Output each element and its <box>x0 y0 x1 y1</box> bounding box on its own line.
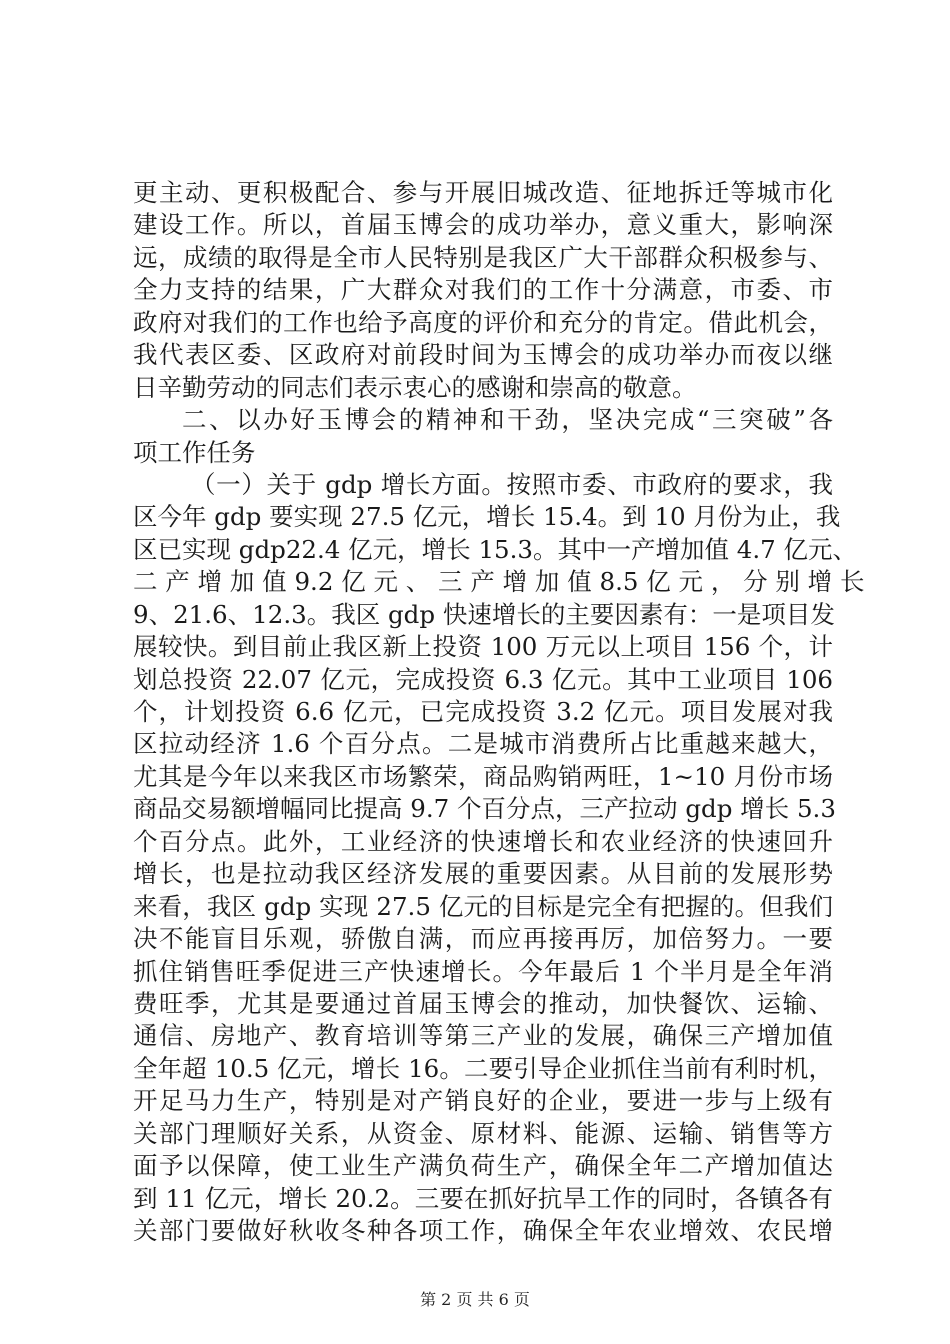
body-text <box>133 177 865 1247</box>
text-line: 9、21.6、12.3。我区 gdp 快速增长的主要因素有：一是项目发 <box>133 599 835 629</box>
text-line: 通信、房地产、教育培训等第三产业的发展，确保三产增加值 <box>133 1021 833 1051</box>
text-line: 全力支持的结果，广大群众对我们的工作十分满意，市委、市 <box>133 275 833 305</box>
section-heading-line: 项工作任务 <box>133 437 256 467</box>
section-heading-line: 二、以办好玉博会的精神和干劲，坚决完成“三突破”各 <box>182 405 833 435</box>
text-line: 费旺季，尤其是要通过首届玉博会的推动，加快餐饮、运输、 <box>133 988 833 1018</box>
text-line: 增长，也是拉动我区经济发展的重要因素。从目前的发展形势 <box>133 859 833 889</box>
text-line: 商品交易额增幅同比提高 9.7 个百分点，三产拉动 gdp 增长 5.3 <box>133 794 836 824</box>
text-line: 日辛勤劳动的同志们表示衷心的感谢和崇高的敬意。 <box>133 372 697 402</box>
text-line: 个百分点。此外，工业经济的快速增长和农业经济的快速回升 <box>133 826 833 856</box>
text-line: 决不能盲目乐观，骄傲自满，而应再接再厉，加倍努力。一要 <box>133 924 833 954</box>
text-line: 区已实现 gdp22.4 亿元，增长 15.3。其中一产增加值 4.7 亿元、 <box>133 534 858 564</box>
text-line: 来看，我区 gdp 实现 27.5 亿元的目标是完全有把握的。但我们 <box>133 891 833 921</box>
text-line: （一）关于 gdp 增长方面。按照市委、市政府的要求，我 <box>191 469 833 499</box>
text-line: 我代表区委、区政府对前段时间为玉博会的成功举办而夜以继 <box>133 340 833 370</box>
text-line: 二 产 增 加 值 9.2 亿 元 、 三 产 增 加 值 8.5 亿 元 ， 分 别 增 长 <box>133 567 865 597</box>
text-line: 个，计划投资 6.6 亿元，已完成投资 3.2 亿元。项目发展对我 <box>133 697 833 726</box>
text-line: 尤其是今年以来我区市场繁荣，商品购销两旺，1~10 月份市场 <box>133 761 833 791</box>
text-line: 到 11 亿元，增长 20.2。三要在抓好抗旱工作的同时，各镇各有 <box>133 1183 833 1213</box>
text-line: 全年超 10.5 亿元，增长 16。二要引导企业抓住当前有利时机， <box>133 1053 833 1083</box>
text-line: 关部门理顺好关系，从资金、原材料、能源、运输、销售等方 <box>133 1118 833 1148</box>
text-line: 政府对我们的工作也给予高度的评价和充分的肯定。借此机会， <box>133 307 833 337</box>
text-line: 开足马力生产，特别是对产销良好的企业，要进一步与上级有 <box>133 1086 833 1116</box>
text-line: 区今年 gdp 要实现 27.5 亿元，增长 15.4。到 10 月份为止，我 <box>133 502 841 532</box>
text-line: 建设工作。所以，首届玉博会的成功举办，意义重大，影响深 <box>133 210 833 240</box>
page-number-footer: 第 2 页 共 6 页 <box>420 1290 530 1309</box>
text-line: 划总投资 22.07 亿元，完成投资 6.3 亿元。其中工业项目 106 <box>133 664 833 694</box>
text-line: 面予以保障，使工业生产满负荷生产，确保全年二产增加值达 <box>133 1151 833 1181</box>
text-line: 关部门要做好秋收冬种各项工作，确保全年农业增效、农民增 <box>133 1216 833 1245</box>
text-line: 远，成绩的取得是全市人民特别是我区广大干部群众积极参与、 <box>133 242 833 272</box>
text-line: 抓住销售旺季促进三产快速增长。今年最后 1 个半月是全年消 <box>133 956 833 986</box>
text-line: 展较快。到目前止我区新上投资 100 万元以上项目 156 个，计 <box>133 632 833 662</box>
text-line: 更主动、更积极配合、参与开展旧城改造、征地拆迁等城市化 <box>133 178 833 207</box>
text-line: 区拉动经济 1.6 个百分点。二是城市消费所占比重越来越大， <box>133 729 833 759</box>
